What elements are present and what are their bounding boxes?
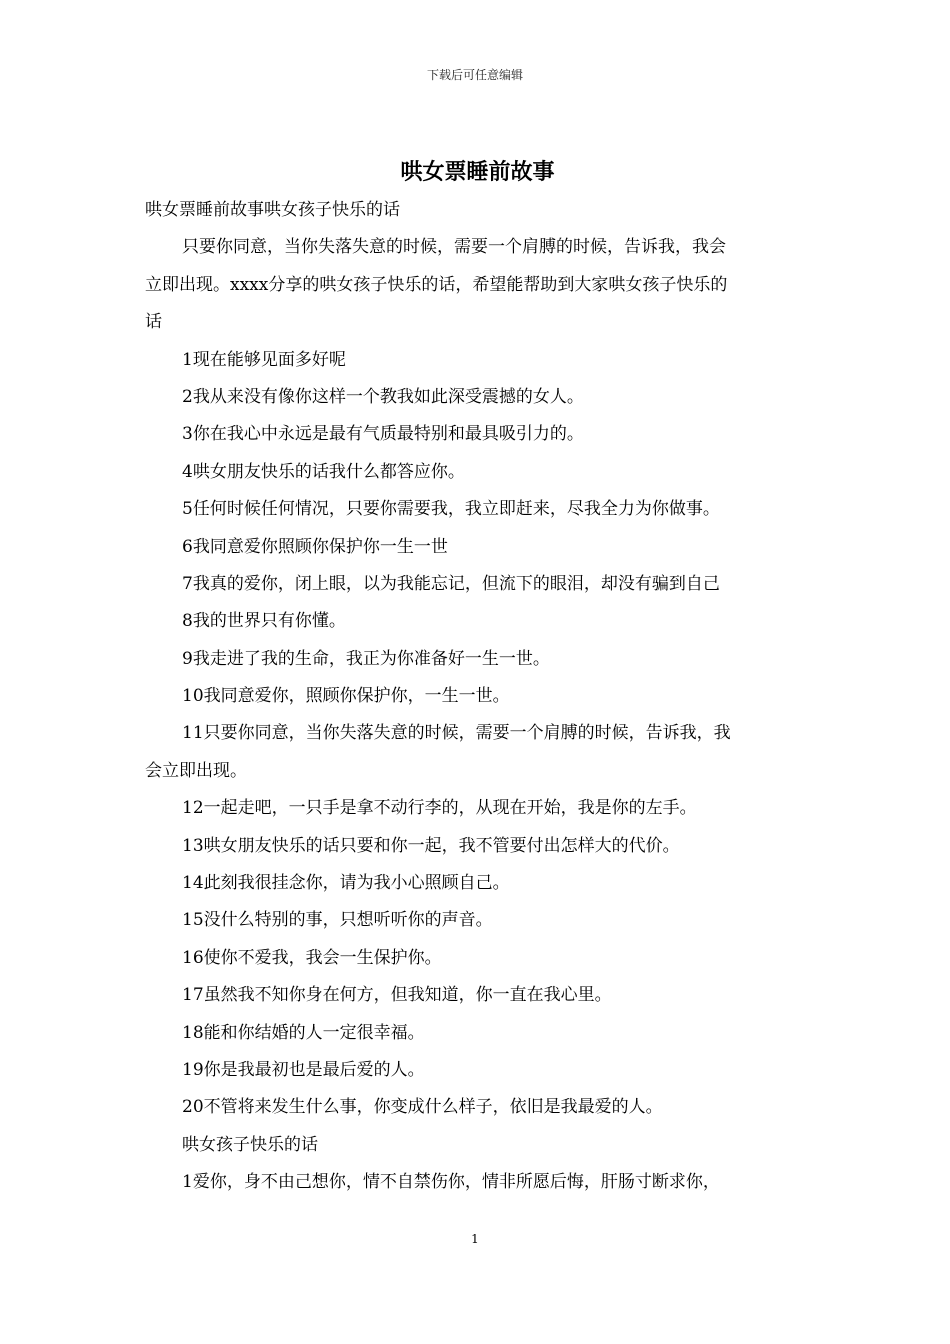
intro-line-1: 只要你同意，当你失落失意的时候，需要一个肩膊的时候，告诉我，我会 (182, 237, 726, 258)
list-item: 9我走进了我的生命，我正为你准备好一生一世。 (182, 648, 550, 669)
list-item: 16使你不爱我，我会一生保护你。 (182, 947, 442, 968)
intro-line-3: 话 (145, 312, 162, 333)
document-title: 哄女票睡前故事 (400, 159, 555, 185)
list-item: 15没什么特别的事，只想听听你的声音。 (182, 910, 493, 931)
list-item: 14此刻我很挂念你，请为我小心照顾自己。 (182, 873, 510, 894)
list-item: 2我从来没有像你这样一个教我如此深受震撼的女人。 (182, 386, 584, 407)
list-item: 8我的世界只有你懂。 (182, 611, 346, 632)
list-item: 20不管将来发生什么事，你变成什么样子，依旧是我最爱的人。 (182, 1097, 663, 1118)
page-header: 下载后可任意编辑 (426, 68, 523, 82)
intro-line-2: 立即出现。xxxx分享的哄女孩子快乐的话，希望能帮助到大家哄女孩子快乐的 (145, 274, 728, 295)
page-number: 1 (471, 1232, 479, 1246)
list-item: 1爱你，身不由己想你，情不自禁伤你，情非所愿后悔，肝肠寸断求你， (182, 1172, 720, 1193)
list-item: 3你在我心中永远是最有气质最特别和最具吸引力的。 (182, 424, 584, 445)
list-item: 11只要你同意，当你失落失意的时候，需要一个肩膊的时候，告诉我，我 (182, 723, 731, 744)
list-item: 10我同意爱你，照顾你保护你，一生一世。 (182, 686, 510, 707)
list-item: 4哄女朋友快乐的话我什么都答应你。 (182, 461, 465, 482)
document-body (145, 152, 810, 1202)
section-heading: 哄女孩子快乐的话 (182, 1134, 318, 1155)
list-item: 12一起走吧，一只手是拿不动行李的，从现在开始，我是你的左手。 (182, 798, 697, 819)
list-item: 19你是我最初也是最后爱的人。 (182, 1059, 425, 1080)
list-item: 5任何时候任何情况，只要你需要我，我立即赶来，尽我全力为你做事。 (182, 499, 720, 520)
list-item-continuation: 会立即出现。 (145, 760, 247, 781)
document-subtitle: 哄女票睡前故事哄女孩子快乐的话 (145, 200, 400, 220)
list-item: 1现在能够见面多好呢 (182, 349, 346, 370)
list-item: 7我真的爱你，闭上眼，以为我能忘记，但流下的眼泪，却没有骗到自己 (182, 573, 720, 594)
list-item: 6我同意爱你照顾你保护你一生一世 (182, 536, 448, 557)
list-item: 18能和你结婚的人一定很幸福。 (182, 1022, 425, 1043)
list-item: 13哄女朋友快乐的话只要和你一起，我不管要付出怎样大的代价。 (182, 835, 680, 856)
list-item: 17虽然我不知你身在何方，但我知道，你一直在我心里。 (182, 985, 612, 1006)
